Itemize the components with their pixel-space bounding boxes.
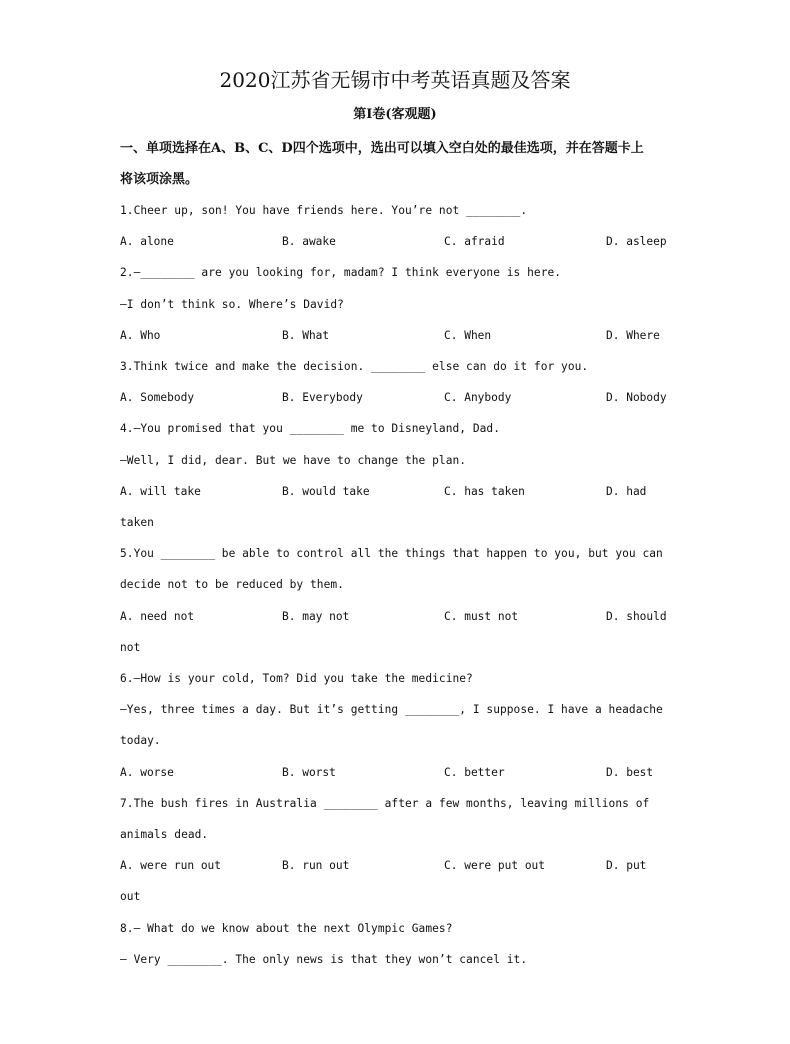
question-7-stem-continued: animals dead. — [120, 828, 209, 841]
section-instruction-line-1: 一、单项选择在A、B、C、D四个选项中，选出可以填入空白处的最佳选项，并在答题卡上 — [120, 141, 644, 156]
question-5-option-c: C. must not — [444, 610, 519, 623]
question-6-option-b: B. worst — [282, 766, 336, 779]
question-3-option-b: B. Everybody — [282, 391, 363, 404]
question-1-option-d: D. asleep — [606, 235, 667, 248]
question-5-option-d-wrap: not — [120, 641, 141, 654]
question-7-option-b: B. run out — [282, 859, 350, 872]
question-4-option-d: D. had — [606, 485, 647, 498]
question-2-option-a: A. Who — [120, 329, 161, 342]
question-3-option-d: D. Nobody — [606, 391, 667, 404]
question-8-reply: — Very ________. The only news is that they won’t cancel it. — [120, 953, 528, 966]
document-title: 2020江苏省无锡市中考英语真题及答案 — [219, 68, 571, 92]
question-7-option-d-wrap: out — [120, 890, 141, 903]
question-4-option-a: A. will take — [120, 485, 201, 498]
question-7-stem: 7.The bush fires in Australia ________ after a few months, leaving millions of — [120, 797, 650, 810]
question-6-reply: —Yes, three times a day. But it’s getting ________, I suppose. I have a headache — [120, 703, 663, 716]
question-4-reply: —Well, I did, dear. But we have to change the plan. — [120, 454, 467, 467]
question-4-options — [120, 482, 680, 502]
question-8-stem: 8.— What do we know about the next Olympic Games? — [120, 922, 453, 935]
question-4-option-d-wrap: taken — [120, 516, 154, 529]
question-6-option-a: A. worse — [120, 766, 174, 779]
question-2-option-d: D. Where — [606, 329, 660, 342]
question-5-stem: 5.You ________ be able to control all the things that happen to you, but you can — [120, 547, 663, 560]
question-6-reply-continued: today. — [120, 734, 161, 747]
question-3-option-c: C. Anybody — [444, 391, 512, 404]
question-3-option-a: A. Somebody — [120, 391, 195, 404]
question-4-option-c: C. has taken — [444, 485, 525, 498]
question-7-option-c: C. were put out — [444, 859, 546, 872]
question-1-stem: 1.Cheer up, son! You have friends here. You’re not ________. — [120, 204, 528, 217]
question-2-option-c: C. When — [444, 329, 492, 342]
question-6-stem: 6.—How is your cold, Tom? Did you take the medicine? — [120, 672, 473, 685]
question-2-reply: —I don’t think so. Where’s David? — [120, 298, 344, 311]
question-3-stem: 3.Think twice and make the decision. ________ else can do it for you. — [120, 360, 589, 373]
question-1-option-a: A. alone — [120, 235, 174, 248]
question-5-stem-continued: decide not to be reduced by them. — [120, 578, 344, 591]
question-1-options — [120, 232, 680, 252]
question-5-options — [120, 607, 680, 627]
section-instruction-line-2: 将该项涂黑。 — [120, 172, 199, 187]
question-6-option-c: C. better — [444, 766, 505, 779]
question-7-options — [120, 856, 680, 876]
question-2-option-b: B. What — [282, 329, 330, 342]
question-7-option-d: D. put — [606, 859, 647, 872]
question-6-options — [120, 763, 680, 783]
question-5-option-a: A. need not — [120, 610, 195, 623]
question-2-stem: 2.—________ are you looking for, madam? I think everyone is here. — [120, 266, 562, 279]
paper-subtitle: 第Ⅰ卷(客观题) — [353, 107, 437, 122]
question-5-option-d: D. should — [606, 610, 667, 623]
question-4-option-b: B. would take — [282, 485, 370, 498]
question-5-option-b: B. may not — [282, 610, 350, 623]
question-1-option-c: C. afraid — [444, 235, 505, 248]
question-2-options — [120, 326, 680, 346]
question-3-options — [120, 388, 680, 408]
question-6-option-d: D. best — [606, 766, 654, 779]
question-7-option-a: A. were run out — [120, 859, 222, 872]
question-1-option-b: B. awake — [282, 235, 336, 248]
question-4-stem: 4.—You promised that you ________ me to Disneyland, Dad. — [120, 422, 500, 435]
